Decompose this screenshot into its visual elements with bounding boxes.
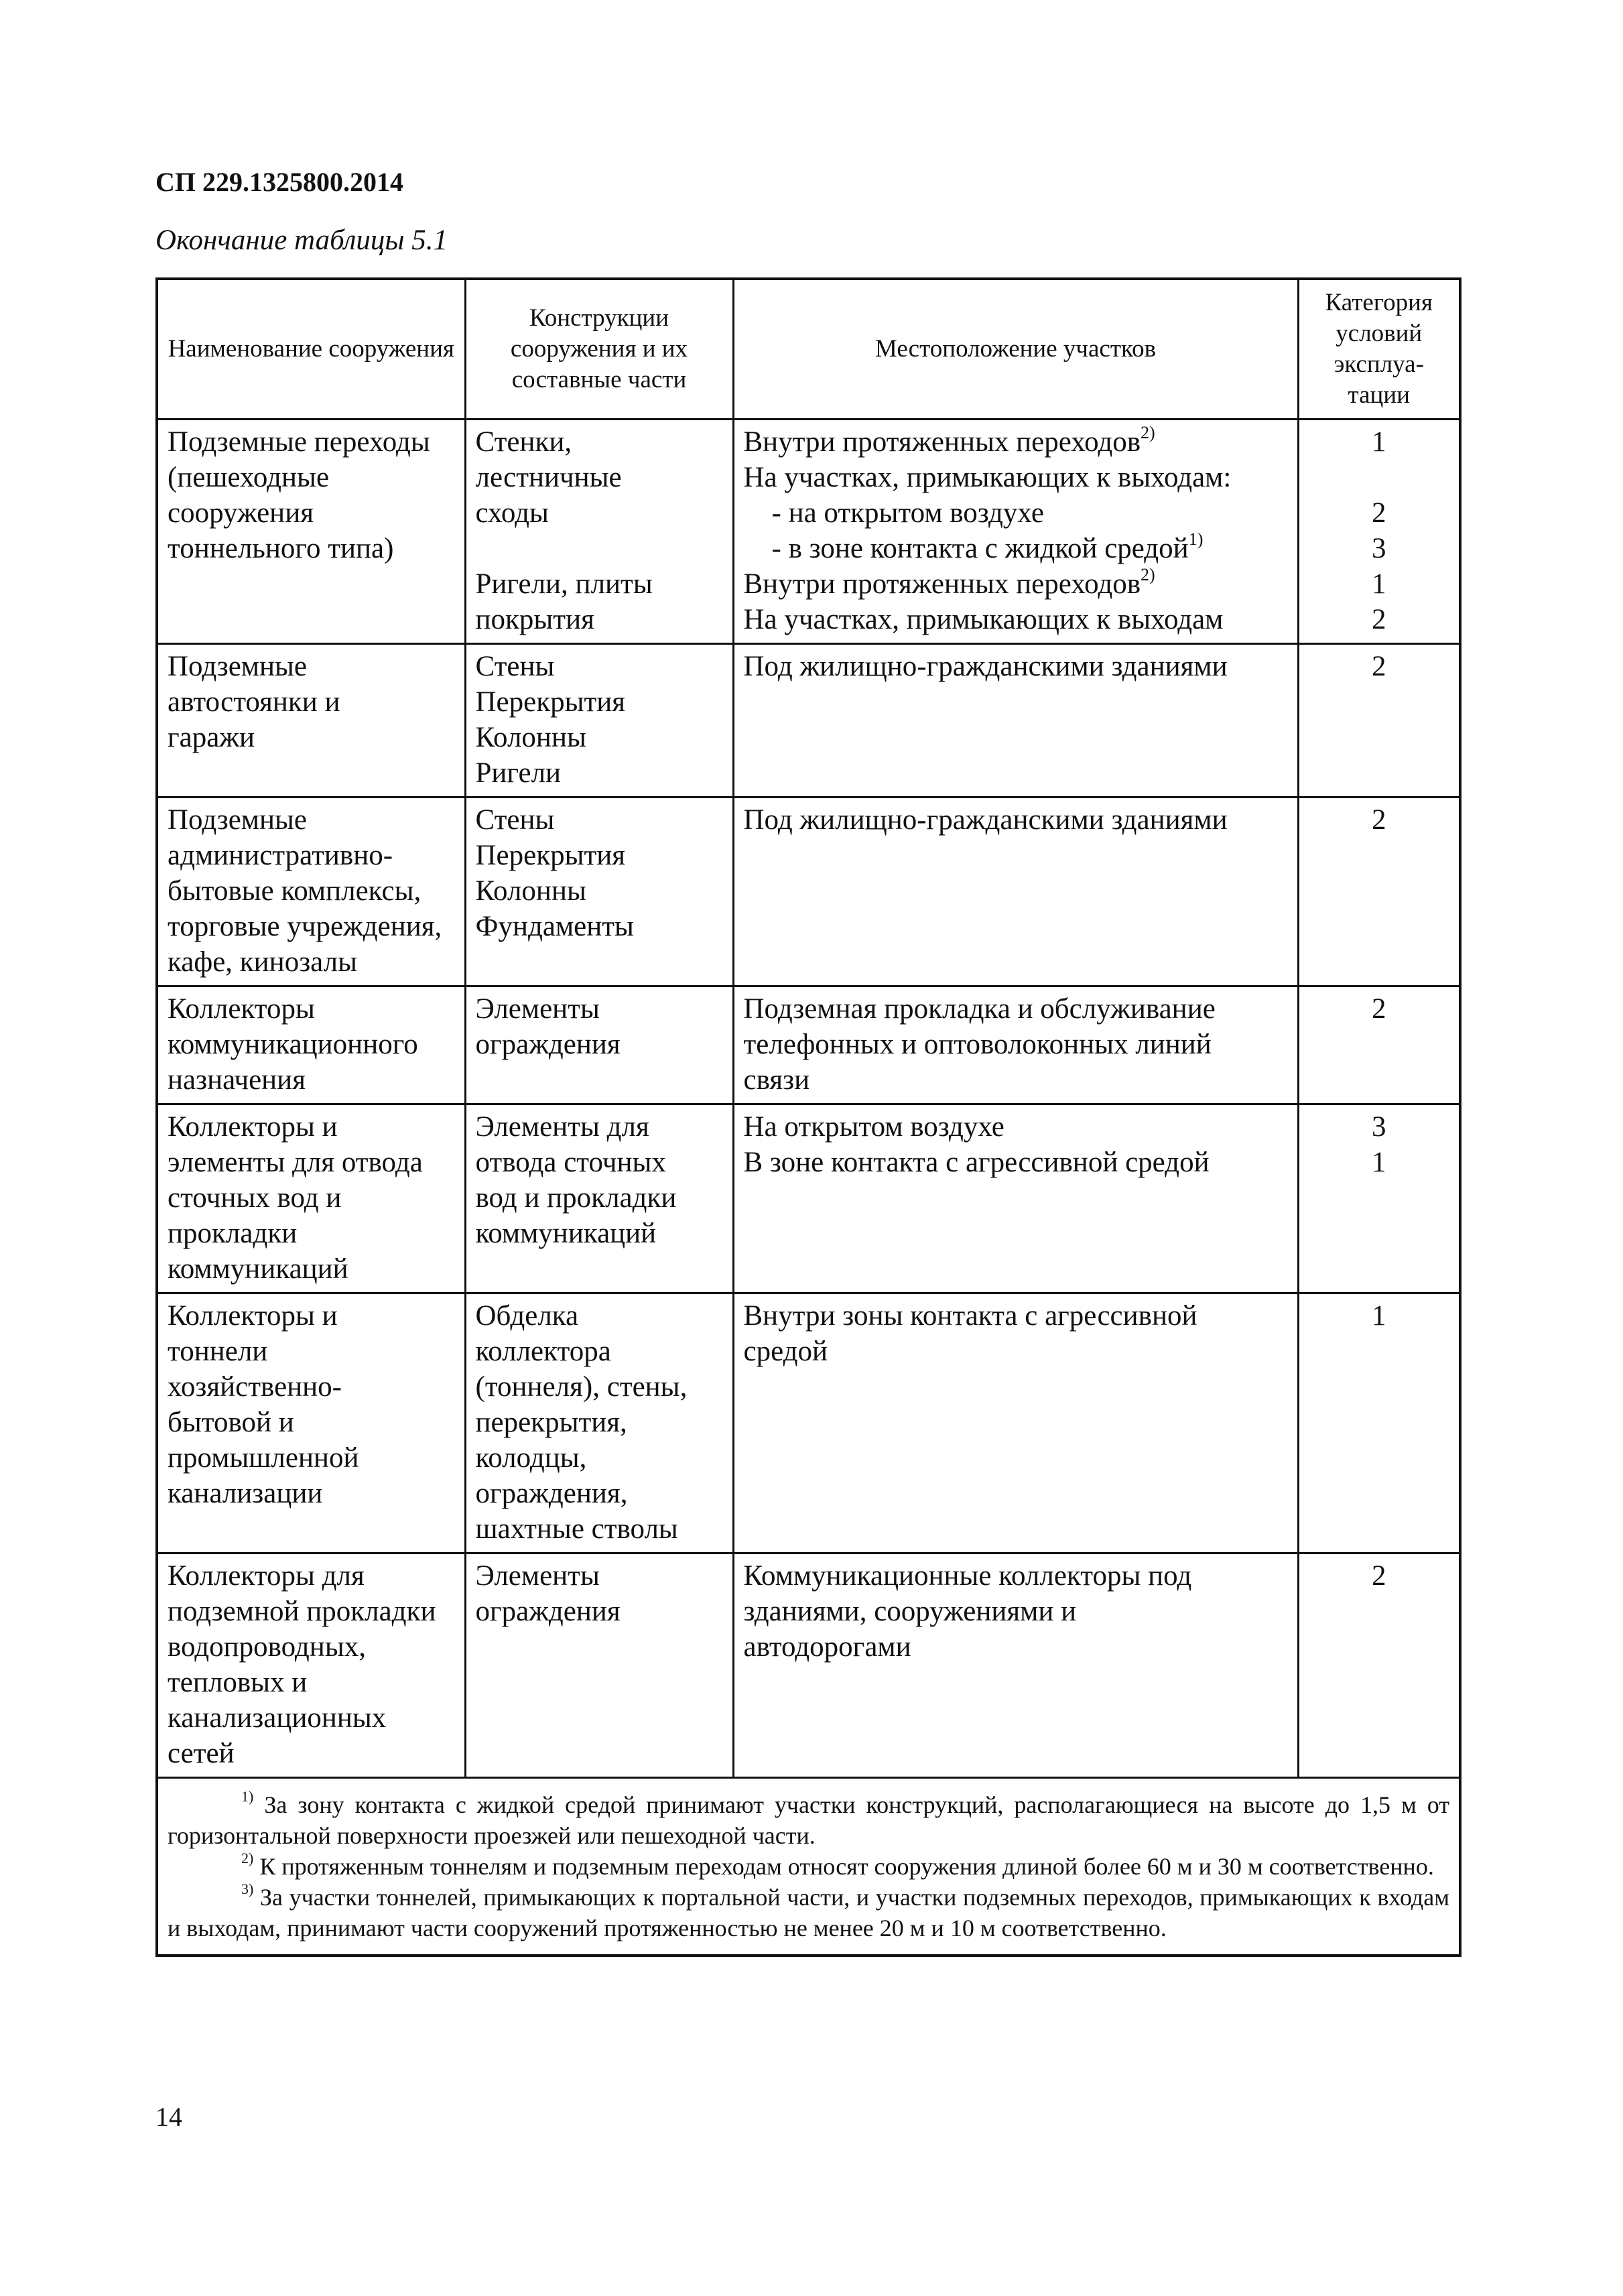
- location-text: телефонных и оптоволоконных линий: [743, 1029, 1212, 1060]
- footnote-1: [168, 1789, 1449, 1851]
- location-text: На открытом воздухе: [743, 1111, 1004, 1143]
- structure-parts-line: [476, 531, 724, 566]
- table-row: [157, 798, 1460, 986]
- structure-name-line: торговые учреждения,: [168, 911, 442, 942]
- structure-name-line: кафе, кинозалы: [168, 946, 357, 978]
- category-cell: [1298, 1104, 1460, 1293]
- operating-conditions-table: [155, 277, 1462, 1957]
- structure-parts-line: перекрытия,: [475, 1407, 627, 1438]
- structure-name-cell: [157, 644, 465, 798]
- structure-parts-line: Стены: [475, 804, 555, 836]
- structure-name-line: канализации: [168, 1478, 323, 1509]
- footnote-2-marker: 2): [241, 1850, 254, 1866]
- structure-parts-line: Колонны: [475, 722, 586, 753]
- structure-parts-line: Ригели: [475, 757, 562, 789]
- structure-parts-cell: [465, 1293, 733, 1553]
- location-text: Внутри протяженных переходов: [743, 426, 1141, 458]
- structure-name-line: тоннельного типа): [168, 533, 394, 564]
- category-cell: [1298, 1553, 1460, 1778]
- location-text: Внутри зоны контакта с агрессивной: [743, 1300, 1197, 1332]
- location-line: [744, 460, 1289, 495]
- category-value: 1: [1372, 426, 1386, 458]
- table-row: [157, 1553, 1460, 1778]
- structure-name-cell: [157, 420, 465, 644]
- footnote-3-text: За участки тоннелей, примыкающих к портальной части, и участки подземных переходов, примыкающих к входам и выходам, принимают части сооружений протяженностью не менее 20 м и 10 м соответственно.: [168, 1884, 1449, 1941]
- footnote-1-marker: 1): [241, 1788, 254, 1805]
- location-text: зданиями, сооружениями и: [743, 1596, 1077, 1627]
- location-line: [744, 1109, 1289, 1145]
- structure-name-cell: [157, 798, 465, 986]
- structure-name-line: тоннели: [168, 1336, 268, 1367]
- structure-name-line: гаражи: [168, 722, 255, 753]
- footnote-2: [168, 1851, 1449, 1882]
- location-line: [744, 424, 1289, 460]
- structure-name-line: промышленной: [168, 1442, 359, 1474]
- location-line: [744, 495, 1289, 531]
- location-text: связи: [743, 1064, 810, 1096]
- category-value: 1: [1372, 568, 1386, 600]
- table-container: [155, 277, 1459, 1957]
- footnote-2-text: К протяженным тоннелям и подземным переходам относят сооружения длиной более 60 м и 30 м соответственно.: [259, 1853, 1434, 1880]
- structure-name-line: коммуникаций: [168, 1253, 348, 1285]
- location-cell: [733, 1104, 1298, 1293]
- structure-name-cell: [157, 1553, 465, 1778]
- structure-name-line: административно-: [168, 840, 393, 871]
- location-text: - на открытом воздухе: [771, 497, 1044, 529]
- location-line: [744, 802, 1289, 838]
- structure-parts-line: Элементы: [475, 1560, 600, 1592]
- location-text: Под жилищно-гражданскими зданиями: [743, 804, 1228, 836]
- structure-name-line: Подземные переходы: [168, 426, 430, 458]
- table-row: [157, 420, 1460, 644]
- structure-parts-cell: [465, 1104, 733, 1293]
- location-text: Внутри протяженных переходов: [743, 568, 1141, 600]
- structure-parts-line: Перекрытия: [475, 840, 626, 871]
- structure-parts-line: отвода сточных: [475, 1147, 666, 1178]
- column-header-category: Категория условий эксплуа-тации: [1298, 279, 1460, 420]
- footnote-1-text: За зону контакта с жидкой средой принимают участки конструкций, располагающиеся на высоте до 1,5 м от горизонтальной поверхности проезжей или пешеходной части.: [168, 1791, 1450, 1849]
- column-header-parts: Конструкции сооружения и их составные части: [465, 279, 733, 420]
- structure-name-line: хозяйственно-: [168, 1371, 342, 1403]
- structure-name-line: водопроводных,: [168, 1631, 366, 1663]
- document-code: СП 229.1325800.2014: [155, 167, 403, 197]
- structure-parts-line: Элементы для: [475, 1111, 649, 1143]
- category-value: 2: [1372, 497, 1386, 529]
- location-line: [744, 1062, 1289, 1098]
- structure-parts-line: ограждения,: [475, 1478, 628, 1509]
- structure-parts-line: вод и прокладки: [475, 1182, 677, 1214]
- structure-name-line: (пешеходные: [168, 462, 330, 493]
- category-value: [1303, 460, 1455, 495]
- structure-parts-cell: [465, 644, 733, 798]
- category-cell: [1298, 644, 1460, 798]
- location-line: [744, 1594, 1289, 1629]
- location-line: [744, 602, 1289, 637]
- location-cell: [733, 420, 1298, 644]
- column-header-location: Местоположение участков: [733, 279, 1298, 420]
- category-value: 2: [1372, 993, 1386, 1025]
- page-number: 14: [155, 2102, 182, 2132]
- location-line: [744, 1629, 1289, 1665]
- column-header-name: Наименование сооружения: [157, 279, 465, 420]
- structure-name-line: бытовые комплексы,: [168, 875, 421, 907]
- structure-name-line: назначения: [168, 1064, 306, 1096]
- table-notes: [157, 1778, 1460, 1956]
- structure-parts-line: (тоннеля), стены,: [475, 1371, 688, 1403]
- table-body: [157, 420, 1460, 1956]
- table-header-row: [157, 279, 1460, 420]
- structure-name-line: канализационных: [168, 1702, 387, 1734]
- location-line: [744, 531, 1289, 566]
- footnote-reference: 1): [1188, 529, 1204, 549]
- structure-parts-line: коммуникаций: [475, 1218, 657, 1249]
- table-row: [157, 1293, 1460, 1553]
- structure-name-line: автостоянки и: [168, 686, 340, 718]
- category-value: 3: [1372, 533, 1386, 564]
- location-text: Коммуникационные коллекторы под: [743, 1560, 1192, 1592]
- location-text: средой: [743, 1336, 828, 1367]
- structure-name-line: Подземные: [168, 651, 307, 682]
- structure-name-cell: [157, 1104, 465, 1293]
- category-cell: [1298, 1293, 1460, 1553]
- category-value: 3: [1372, 1111, 1386, 1143]
- structure-parts-line: Обделка: [475, 1300, 579, 1332]
- location-line: [744, 1558, 1289, 1594]
- category-cell: [1298, 798, 1460, 986]
- category-cell: [1298, 986, 1460, 1104]
- structure-parts-line: Колонны: [475, 875, 586, 907]
- footnote-reference: 2): [1141, 564, 1155, 584]
- footnote-3: [168, 1882, 1449, 1943]
- location-cell: [733, 1293, 1298, 1553]
- category-value: 2: [1372, 1560, 1386, 1592]
- table-caption: Окончание таблицы 5.1: [155, 225, 448, 256]
- location-text: На участках, примыкающих к выходам:: [743, 462, 1232, 493]
- location-text: В зоне контакта с агрессивной средой: [743, 1147, 1210, 1178]
- category-value: 1: [1372, 1300, 1386, 1332]
- footnote-3-marker: 3): [241, 1880, 254, 1897]
- table-notes-row: [157, 1778, 1460, 1956]
- category-value: 2: [1372, 804, 1386, 836]
- structure-parts-line: покрытия: [475, 604, 594, 635]
- structure-parts-cell: [465, 986, 733, 1104]
- location-line: [744, 1145, 1289, 1180]
- location-line: [744, 1027, 1289, 1062]
- structure-name-line: прокладки: [168, 1218, 298, 1249]
- structure-parts-cell: [465, 420, 733, 644]
- structure-name-cell: [157, 986, 465, 1104]
- location-text: На участках, примыкающих к выходам: [743, 604, 1224, 635]
- location-text: - в зоне контакта с жидкой средой: [771, 533, 1189, 564]
- structure-name-line: сооружения: [168, 497, 314, 529]
- structure-name-line: коммуникационного: [168, 1029, 418, 1060]
- structure-name-line: Подземные: [168, 804, 307, 836]
- location-text: Под жилищно-гражданскими зданиями: [743, 651, 1228, 682]
- location-text: автодорогами: [743, 1631, 911, 1663]
- location-line: [744, 566, 1289, 602]
- table-row: [157, 644, 1460, 798]
- structure-parts-line: Перекрытия: [475, 686, 626, 718]
- structure-name-line: Коллекторы и: [168, 1300, 338, 1332]
- structure-name-line: подземной прокладки: [168, 1596, 436, 1627]
- structure-parts-line: коллектора: [475, 1336, 611, 1367]
- location-cell: [733, 798, 1298, 986]
- structure-parts-line: Стенки,: [475, 426, 572, 458]
- location-text: Подземная прокладка и обслуживание: [743, 993, 1216, 1025]
- structure-name-line: Коллекторы: [168, 993, 315, 1025]
- structure-name-line: сточных вод и: [168, 1182, 342, 1214]
- structure-parts-line: Фундаменты: [475, 911, 634, 942]
- table-row: [157, 1104, 1460, 1293]
- table-row: [157, 986, 1460, 1104]
- structure-parts-line: колодцы,: [475, 1442, 587, 1474]
- location-line: [744, 991, 1289, 1027]
- location-line: [744, 649, 1289, 684]
- structure-name-line: бытовой и: [168, 1407, 294, 1438]
- location-cell: [733, 644, 1298, 798]
- structure-parts-line: Ригели, плиты: [475, 568, 653, 600]
- footnote-reference: 2): [1141, 422, 1155, 442]
- structure-name-line: Коллекторы и: [168, 1111, 338, 1143]
- location-cell: [733, 986, 1298, 1104]
- category-value: 2: [1372, 651, 1386, 682]
- category-cell: [1298, 420, 1460, 644]
- structure-parts-line: Стены: [475, 651, 555, 682]
- structure-name-line: тепловых и: [168, 1667, 308, 1698]
- structure-name-line: элементы для отвода: [168, 1147, 423, 1178]
- structure-parts-line: ограждения: [475, 1029, 621, 1060]
- category-value: 2: [1372, 604, 1386, 635]
- structure-parts-line: шахтные стволы: [475, 1513, 678, 1545]
- structure-parts-line: ограждения: [475, 1596, 621, 1627]
- structure-parts-line: Элементы: [475, 993, 600, 1025]
- location-cell: [733, 1553, 1298, 1778]
- structure-name-cell: [157, 1293, 465, 1553]
- structure-name-line: сетей: [168, 1738, 235, 1769]
- location-line: [744, 1298, 1289, 1334]
- location-line: [744, 1334, 1289, 1369]
- structure-parts-line: лестничные: [475, 462, 622, 493]
- structure-parts-cell: [465, 798, 733, 986]
- category-value: 1: [1372, 1147, 1386, 1178]
- structure-name-line: Коллекторы для: [168, 1560, 365, 1592]
- structure-parts-line: сходы: [475, 497, 549, 529]
- structure-parts-cell: [465, 1553, 733, 1778]
